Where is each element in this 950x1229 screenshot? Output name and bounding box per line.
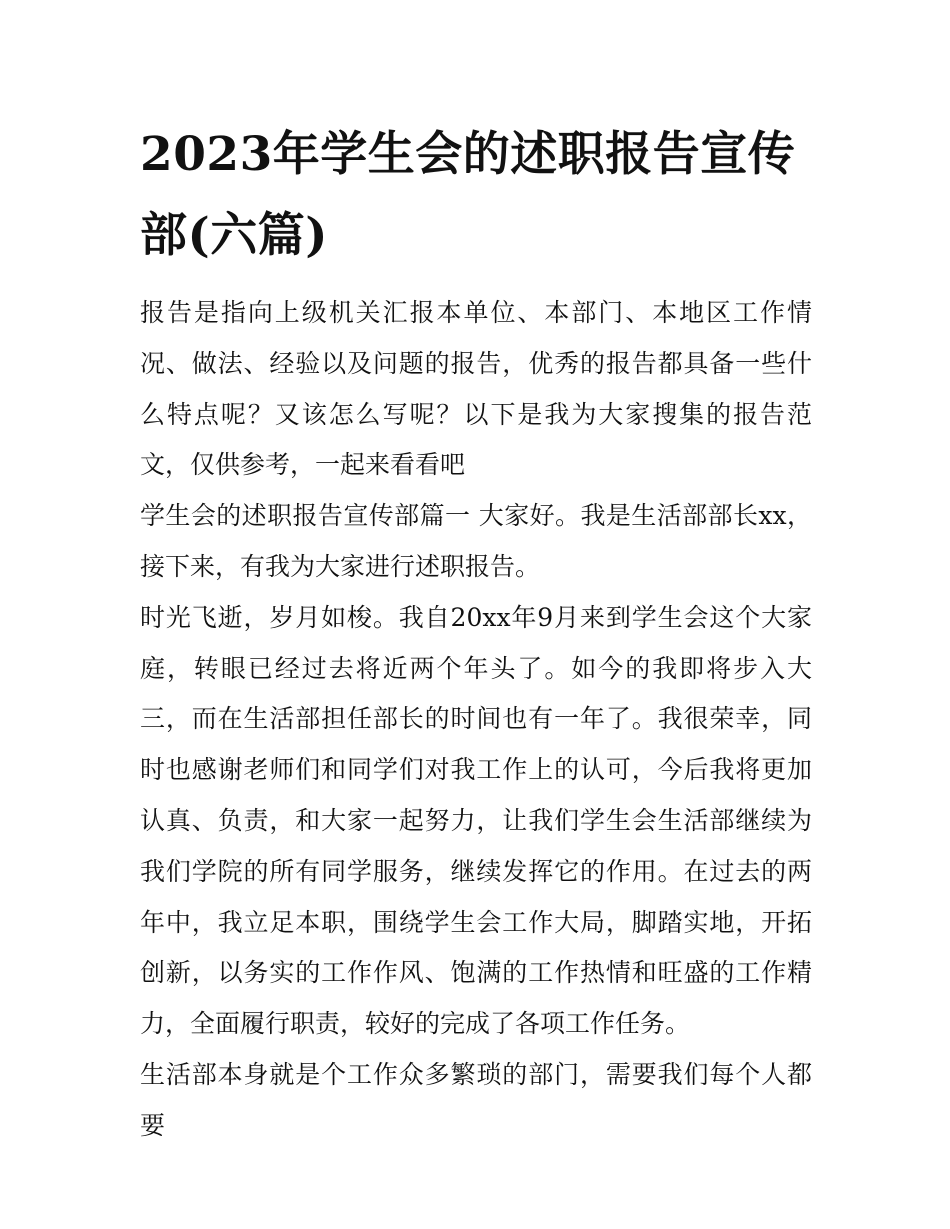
work-review-paragraph: 时光飞逝，岁月如梭。我自20xx年9月来到学生会这个大家庭，转眼已经过去将近两个年头了。如今的我即将步入大三，而在生活部担任部长的时间也有一年了。我很荣幸，同时也感谢老师们和同学们对我工作上的认可，今后我将更加认真、负责，和大家一起努力，让我们学生会生活部继续为我们学院的所有同学服务，继续发挥它的作用。在过去的两年中，我立足本职，围绕学生会工作大局，脚踏实地，开拓创新，以务实的工作作风、饱满的工作热情和旺盛的工作精力，全面履行职责，较好的完成了各项工作任务。	[140, 602, 812, 1039]
intro-paragraph: 报告是指向上级机关汇报本单位、本部门、本地区工作情况、做法、经验以及问题的报告，优秀的报告都具备一些什么特点呢？又该怎么写呢？以下是我为大家搜集的报告范文，仅供参考，一起来看看吧	[140, 298, 812, 480]
document-page	[140, 114, 812, 1152]
life-department-paragraph: 生活部本身就是个工作众多繁琐的部门，需要我们每个人都要	[140, 1059, 812, 1140]
document-title: 2023年学生会的述职报告宣传部(六篇)	[140, 127, 796, 263]
section-one-opening-paragraph: 学生会的述职报告宣传部篇一 大家好。我是生活部部长xx，接下来，有我为大家进行述职报告。	[140, 501, 812, 581]
